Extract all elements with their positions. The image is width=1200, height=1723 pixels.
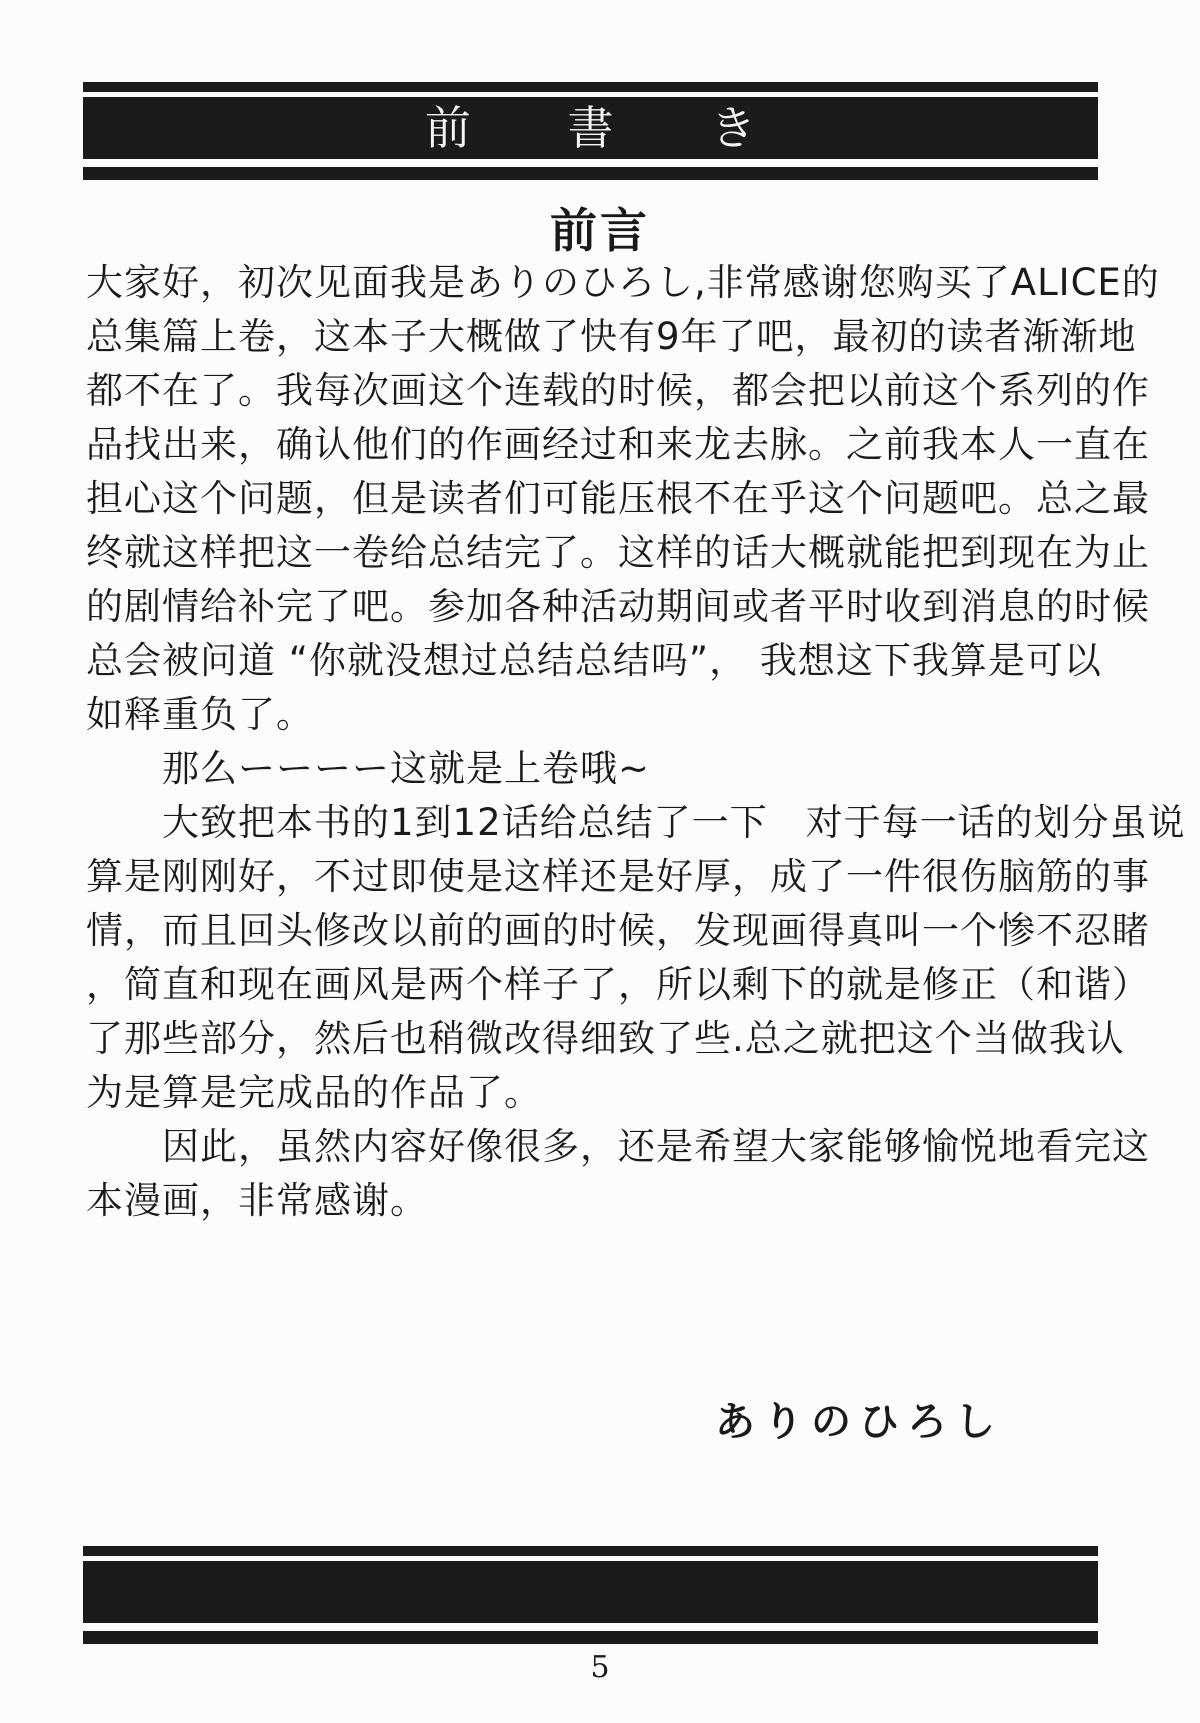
preface-line: 因此，虽然内容好像很多，还是希望大家能够愉悦地看完这 (162, 1125, 1150, 1168)
page-number: 5 (590, 1650, 610, 1685)
banner-title-bar (83, 97, 1098, 159)
preface-line: 品找出来，确认他们的作画经过和来龙去脉。之前我本人一直在 (86, 423, 1150, 466)
foreword-banner (83, 82, 1098, 180)
preface-line: 本漫画，非常感谢。 (86, 1179, 428, 1222)
author-signature: ありのひろし (715, 1398, 1003, 1445)
footer-bottom-rule (83, 1631, 1098, 1644)
preface-line: 为是算是完成品的作品了。 (86, 1071, 542, 1114)
preface-line: 算是刚刚好，不过即使是这样还是好厚，成了一件很伤脑筋的事 (86, 855, 1150, 898)
preface-heading: 前言 (550, 204, 650, 259)
preface-line: 如释重负了。 (86, 693, 314, 736)
preface-line: 那么ーーーー这就是上卷哦~ (162, 747, 651, 790)
preface-line: 总会被问道 “你就没想过总结总结吗”， 我想这下我算是可以 (86, 639, 1102, 682)
preface-line: 了那些部分，然后也稍微改得细致了些.总之就把这个当做我认 (86, 1017, 1125, 1060)
preface-line: 担心这个问题，但是读者们可能压根不在乎这个问题吧。总之最 (86, 477, 1150, 520)
preface-line: 终就这样把这一卷给总结完了。这样的话大概就能把到现在为止 (86, 531, 1150, 574)
banner-title: 前 書 き (424, 101, 782, 155)
preface-line: ，简直和现在画风是两个样子了，所以剩下的就是修正（和谐） (86, 963, 1150, 1006)
footer-top-rule (83, 1546, 1098, 1556)
preface-line: 都不在了。我每次画这个连载的时候，都会把以前这个系列的作 (86, 369, 1150, 412)
preface-line: 的剧情给补完了吧。参加各种活动期间或者平时收到消息的时候 (86, 585, 1150, 628)
footer-banner (83, 1546, 1098, 1644)
preface-line: 总集篇上卷，这本子大概做了快有9年了吧，最初的读者渐渐地 (86, 315, 1137, 358)
banner-top-rule (83, 82, 1098, 92)
banner-bottom-rule (83, 167, 1098, 180)
footer-bar (83, 1561, 1098, 1623)
preface-line: 大家好，初次见面我是ありのひろし,非常感谢您购买了ALICE的 (86, 261, 1160, 304)
preface-line: 情，而且回头修改以前的画的时候，发现画得真叫一个惨不忍睹 (86, 909, 1150, 952)
preface-body (86, 256, 1186, 1228)
preface-line: 大致把本书的1到12话给总结了一下 对于每一话的划分虽说 (162, 801, 1186, 844)
